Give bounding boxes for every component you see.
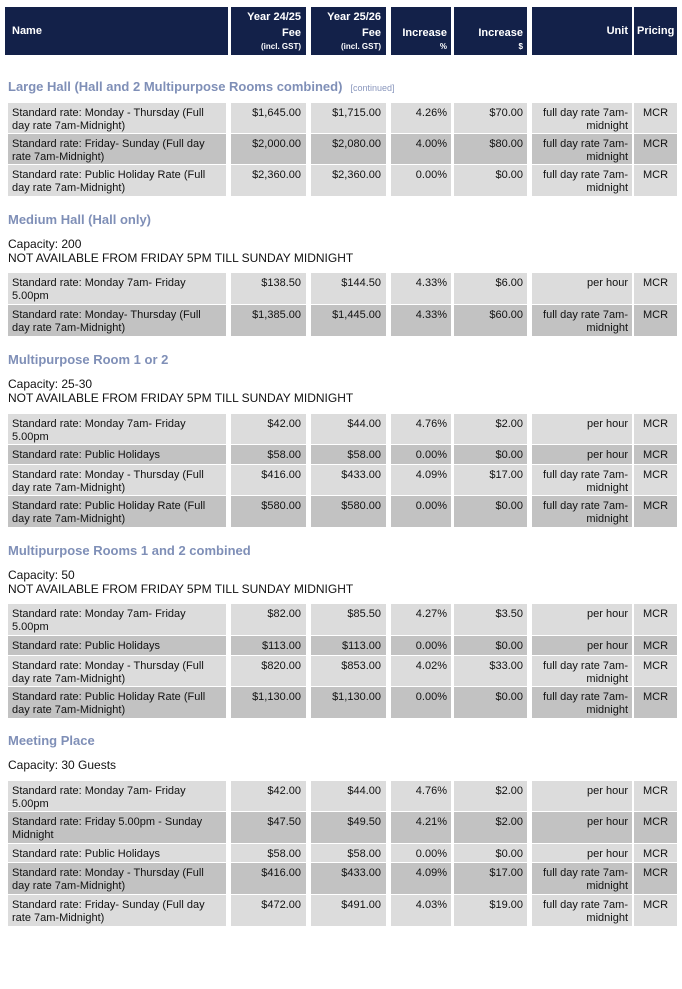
header-fee-2526-year: Year 25/26 <box>327 11 381 23</box>
fee-2425-cell: $580.00 <box>231 496 306 527</box>
unit-cell: full day rate 7am- midnight <box>532 687 632 718</box>
header-unit-cell <box>532 7 632 55</box>
fee-2425-cell: $416.00 <box>231 863 306 894</box>
header-increase-pct-sub: % <box>439 42 447 51</box>
header-fee-2425-cell <box>231 7 306 55</box>
pricing-cell: MCR <box>634 445 677 464</box>
header-pricing-cell <box>634 7 677 55</box>
fee-2526-cell: $2,080.00 <box>311 134 386 164</box>
rate-name-cell: Standard rate: Monday - Thursday (Full day rate 7am-Midnight) <box>8 656 226 686</box>
pricing-cell: MCR <box>634 414 677 444</box>
header-name-cell <box>5 7 228 55</box>
unit-cell: per hour <box>532 414 632 444</box>
rate-name-cell: Standard rate: Monday - Thursday (Full day rate 7am-Midnight) <box>8 103 226 133</box>
table-row <box>0 604 682 635</box>
fee-2425-cell: $42.00 <box>231 781 306 811</box>
increase-dollar-cell: $33.00 <box>454 656 527 686</box>
increase-pct-cell: 4.26% <box>391 103 451 133</box>
increase-pct-cell: 0.00% <box>391 844 451 862</box>
header-fee-2526-label: Fee <box>362 27 381 39</box>
increase-pct-cell: 0.00% <box>391 445 451 464</box>
unit-cell: full day rate 7am- midnight <box>532 496 632 527</box>
header-fee-2526-cell <box>311 7 386 55</box>
header-increase-dollar-sub: $ <box>518 42 523 51</box>
increase-dollar-cell: $0.00 <box>454 687 527 718</box>
table-row <box>0 273 682 304</box>
section-title-text: Large Hall (Hall and 2 Multipurpose Rooms combined) <box>8 79 343 94</box>
increase-dollar-cell: $0.00 <box>454 844 527 862</box>
header-pricing-label: Pricing <box>637 25 675 37</box>
increase-dollar-cell: $60.00 <box>454 305 527 336</box>
increase-pct-cell: 0.00% <box>391 165 451 196</box>
fee-2526-cell: $433.00 <box>311 465 386 495</box>
unit-cell: full day rate 7am- midnight <box>532 465 632 495</box>
increase-pct-cell: 4.76% <box>391 414 451 444</box>
increase-dollar-cell: $0.00 <box>454 165 527 196</box>
increase-pct-cell: 4.33% <box>391 305 451 336</box>
increase-dollar-cell: $80.00 <box>454 134 527 164</box>
unit-cell: per hour <box>532 604 632 635</box>
increase-dollar-cell: $17.00 <box>454 863 527 894</box>
increase-dollar-cell: $0.00 <box>454 636 527 655</box>
pricing-cell: MCR <box>634 687 677 718</box>
increase-dollar-cell: $0.00 <box>454 496 527 527</box>
section-title-multipurpose-room: Multipurpose Room 1 or 2 <box>8 352 169 367</box>
increase-dollar-cell: $2.00 <box>454 414 527 444</box>
unit-cell: per hour <box>532 844 632 862</box>
pricing-cell: MCR <box>634 273 677 304</box>
rate-name-cell: Standard rate: Monday - Thursday (Full day rate 7am-Midnight) <box>8 465 226 495</box>
unit-cell: per hour <box>532 273 632 304</box>
unit-cell: full day rate 7am- midnight <box>532 656 632 686</box>
fee-2526-cell: $491.00 <box>311 895 386 926</box>
fee-2526-cell: $2,360.00 <box>311 165 386 196</box>
increase-pct-cell: 4.03% <box>391 895 451 926</box>
capacity-text: Capacity: 30 Guests <box>8 758 117 772</box>
increase-pct-cell: 4.21% <box>391 812 451 843</box>
availability-note: NOT AVAILABLE FROM FRIDAY 5PM TILL SUNDAY MIDNIGHT <box>8 582 354 596</box>
fee-2425-cell: $47.50 <box>231 812 306 843</box>
fee-2526-cell: $44.00 <box>311 414 386 444</box>
pricing-cell: MCR <box>634 844 677 862</box>
fee-2425-cell: $82.00 <box>231 604 306 635</box>
pricing-cell: MCR <box>634 656 677 686</box>
fee-2526-cell: $49.50 <box>311 812 386 843</box>
rate-name-cell: Standard rate: Public Holiday Rate (Full day rate 7am-Midnight) <box>8 496 226 527</box>
increase-pct-cell: 4.09% <box>391 465 451 495</box>
capacity-text: Capacity: 25-30 <box>8 377 93 391</box>
rate-name-cell: Standard rate: Public Holiday Rate (Full day rate 7am-Midnight) <box>8 687 226 718</box>
header-increase-pct-cell <box>391 7 451 55</box>
availability-note: NOT AVAILABLE FROM FRIDAY 5PM TILL SUNDAY MIDNIGHT <box>8 391 354 405</box>
fee-2526-cell: $853.00 <box>311 656 386 686</box>
fee-2425-cell: $1,645.00 <box>231 103 306 133</box>
fee-2526-cell: $85.50 <box>311 604 386 635</box>
fee-2526-cell: $44.00 <box>311 781 386 811</box>
unit-cell: full day rate 7am- midnight <box>532 863 632 894</box>
pricing-cell: MCR <box>634 134 677 164</box>
fee-2425-cell: $2,000.00 <box>231 134 306 164</box>
increase-pct-cell: 4.27% <box>391 604 451 635</box>
section-title-meeting-place: Meeting Place <box>8 733 95 748</box>
increase-dollar-cell: $2.00 <box>454 812 527 843</box>
table-row <box>0 103 682 133</box>
increase-pct-cell: 0.00% <box>391 496 451 527</box>
table-row <box>0 895 682 926</box>
rate-name-cell: Standard rate: Monday 7am- Friday 5.00pm <box>8 414 226 444</box>
fee-2425-cell: $113.00 <box>231 636 306 655</box>
fee-2425-cell: $138.50 <box>231 273 306 304</box>
fee-2526-cell: $1,715.00 <box>311 103 386 133</box>
rate-name-cell: Standard rate: Monday- Thursday (Full day rate 7am-Midnight) <box>8 305 226 336</box>
rate-name-cell: Standard rate: Public Holidays <box>8 636 226 655</box>
fee-2526-cell: $113.00 <box>311 636 386 655</box>
increase-dollar-cell: $0.00 <box>454 445 527 464</box>
increase-dollar-cell: $70.00 <box>454 103 527 133</box>
rate-name-cell: Standard rate: Friday- Sunday (Full day rate 7am-Midnight) <box>8 895 226 926</box>
header-unit-label: Unit <box>606 25 628 37</box>
rate-name-cell: Standard rate: Monday 7am- Friday 5.00pm <box>8 781 226 811</box>
fee-2425-cell: $472.00 <box>231 895 306 926</box>
table-row <box>0 687 682 718</box>
rate-name-cell: Standard rate: Public Holidays <box>8 445 226 464</box>
unit-cell: full day rate 7am- midnight <box>532 305 632 336</box>
header-increase-dollar-label: Increase <box>478 27 523 39</box>
header-fee-2425-label: Fee <box>282 27 301 39</box>
unit-cell: full day rate 7am- midnight <box>532 134 632 164</box>
unit-cell: per hour <box>532 812 632 843</box>
table-row <box>0 636 682 655</box>
rate-name-cell: Standard rate: Friday- Sunday (Full day rate 7am-Midnight) <box>8 134 226 164</box>
pricing-cell: MCR <box>634 103 677 133</box>
fee-2526-cell: $144.50 <box>311 273 386 304</box>
continued-label: [continued] <box>350 83 395 93</box>
capacity-text: Capacity: 50 <box>8 568 75 582</box>
fee-2526-cell: $580.00 <box>311 496 386 527</box>
increase-dollar-cell: $19.00 <box>454 895 527 926</box>
increase-dollar-cell: $17.00 <box>454 465 527 495</box>
header-name-label: Name <box>12 25 42 37</box>
header-fee-2526-gst: (incl. GST) <box>341 42 381 51</box>
pricing-cell: MCR <box>634 305 677 336</box>
rate-name-cell: Standard rate: Monday 7am- Friday 5.00pm <box>8 273 226 304</box>
header-fee-2425-year: Year 24/25 <box>247 11 301 23</box>
fee-2526-cell: $58.00 <box>311 844 386 862</box>
increase-pct-cell: 4.02% <box>391 656 451 686</box>
availability-note: NOT AVAILABLE FROM FRIDAY 5PM TILL SUNDAY MIDNIGHT <box>8 251 354 265</box>
table-row <box>0 781 682 811</box>
fee-2526-cell: $1,445.00 <box>311 305 386 336</box>
rate-name-cell: Standard rate: Monday 7am- Friday 5.00pm <box>8 604 226 635</box>
table-row <box>0 445 682 464</box>
fee-2526-cell: $58.00 <box>311 445 386 464</box>
increase-dollar-cell: $3.50 <box>454 604 527 635</box>
increase-pct-cell: 4.00% <box>391 134 451 164</box>
unit-cell: full day rate 7am- midnight <box>532 165 632 196</box>
table-row <box>0 134 682 164</box>
fee-2425-cell: $42.00 <box>231 414 306 444</box>
increase-dollar-cell: $2.00 <box>454 781 527 811</box>
pricing-cell: MCR <box>634 781 677 811</box>
table-row <box>0 465 682 495</box>
rate-name-cell: Standard rate: Monday - Thursday (Full day rate 7am-Midnight) <box>8 863 226 894</box>
rate-name-cell: Standard rate: Public Holiday Rate (Full day rate 7am-Midnight) <box>8 165 226 196</box>
table-row <box>0 656 682 686</box>
pricing-cell: MCR <box>634 895 677 926</box>
table-row <box>0 165 682 196</box>
pricing-cell: MCR <box>634 465 677 495</box>
increase-pct-cell: 4.33% <box>391 273 451 304</box>
increase-dollar-cell: $6.00 <box>454 273 527 304</box>
fee-2425-cell: $416.00 <box>231 465 306 495</box>
table-row <box>0 844 682 862</box>
increase-pct-cell: 0.00% <box>391 687 451 718</box>
fee-2425-cell: $58.00 <box>231 445 306 464</box>
rate-name-cell: Standard rate: Friday 5.00pm - Sunday Midnight <box>8 812 226 843</box>
increase-pct-cell: 4.09% <box>391 863 451 894</box>
section-title-large-hall <box>8 79 394 94</box>
unit-cell: per hour <box>532 445 632 464</box>
pricing-cell: MCR <box>634 636 677 655</box>
header-increase-pct-label: Increase <box>402 27 447 39</box>
rate-name-cell: Standard rate: Public Holidays <box>8 844 226 862</box>
unit-cell: per hour <box>532 781 632 811</box>
table-row <box>0 305 682 336</box>
capacity-text: Capacity: 200 <box>8 237 82 251</box>
unit-cell: full day rate 7am- midnight <box>532 103 632 133</box>
table-row <box>0 414 682 444</box>
table-row <box>0 496 682 527</box>
table-row <box>0 812 682 843</box>
fee-2425-cell: $2,360.00 <box>231 165 306 196</box>
section-title-multipurpose-combined: Multipurpose Rooms 1 and 2 combined <box>8 543 251 558</box>
fee-2425-cell: $820.00 <box>231 656 306 686</box>
pricing-cell: MCR <box>634 165 677 196</box>
fee-2425-cell: $1,385.00 <box>231 305 306 336</box>
pricing-cell: MCR <box>634 604 677 635</box>
unit-cell: per hour <box>532 636 632 655</box>
header-fee-2425-gst: (incl. GST) <box>261 42 301 51</box>
fee-2526-cell: $433.00 <box>311 863 386 894</box>
fee-2526-cell: $1,130.00 <box>311 687 386 718</box>
unit-cell: full day rate 7am- midnight <box>532 895 632 926</box>
fee-2425-cell: $1,130.00 <box>231 687 306 718</box>
increase-pct-cell: 0.00% <box>391 636 451 655</box>
increase-pct-cell: 4.76% <box>391 781 451 811</box>
pricing-cell: MCR <box>634 812 677 843</box>
pricing-cell: MCR <box>634 496 677 527</box>
fee-2425-cell: $58.00 <box>231 844 306 862</box>
header-increase-dollar-cell <box>454 7 527 55</box>
section-title-medium-hall: Medium Hall (Hall only) <box>8 212 152 227</box>
pricing-cell: MCR <box>634 863 677 894</box>
table-row <box>0 863 682 894</box>
